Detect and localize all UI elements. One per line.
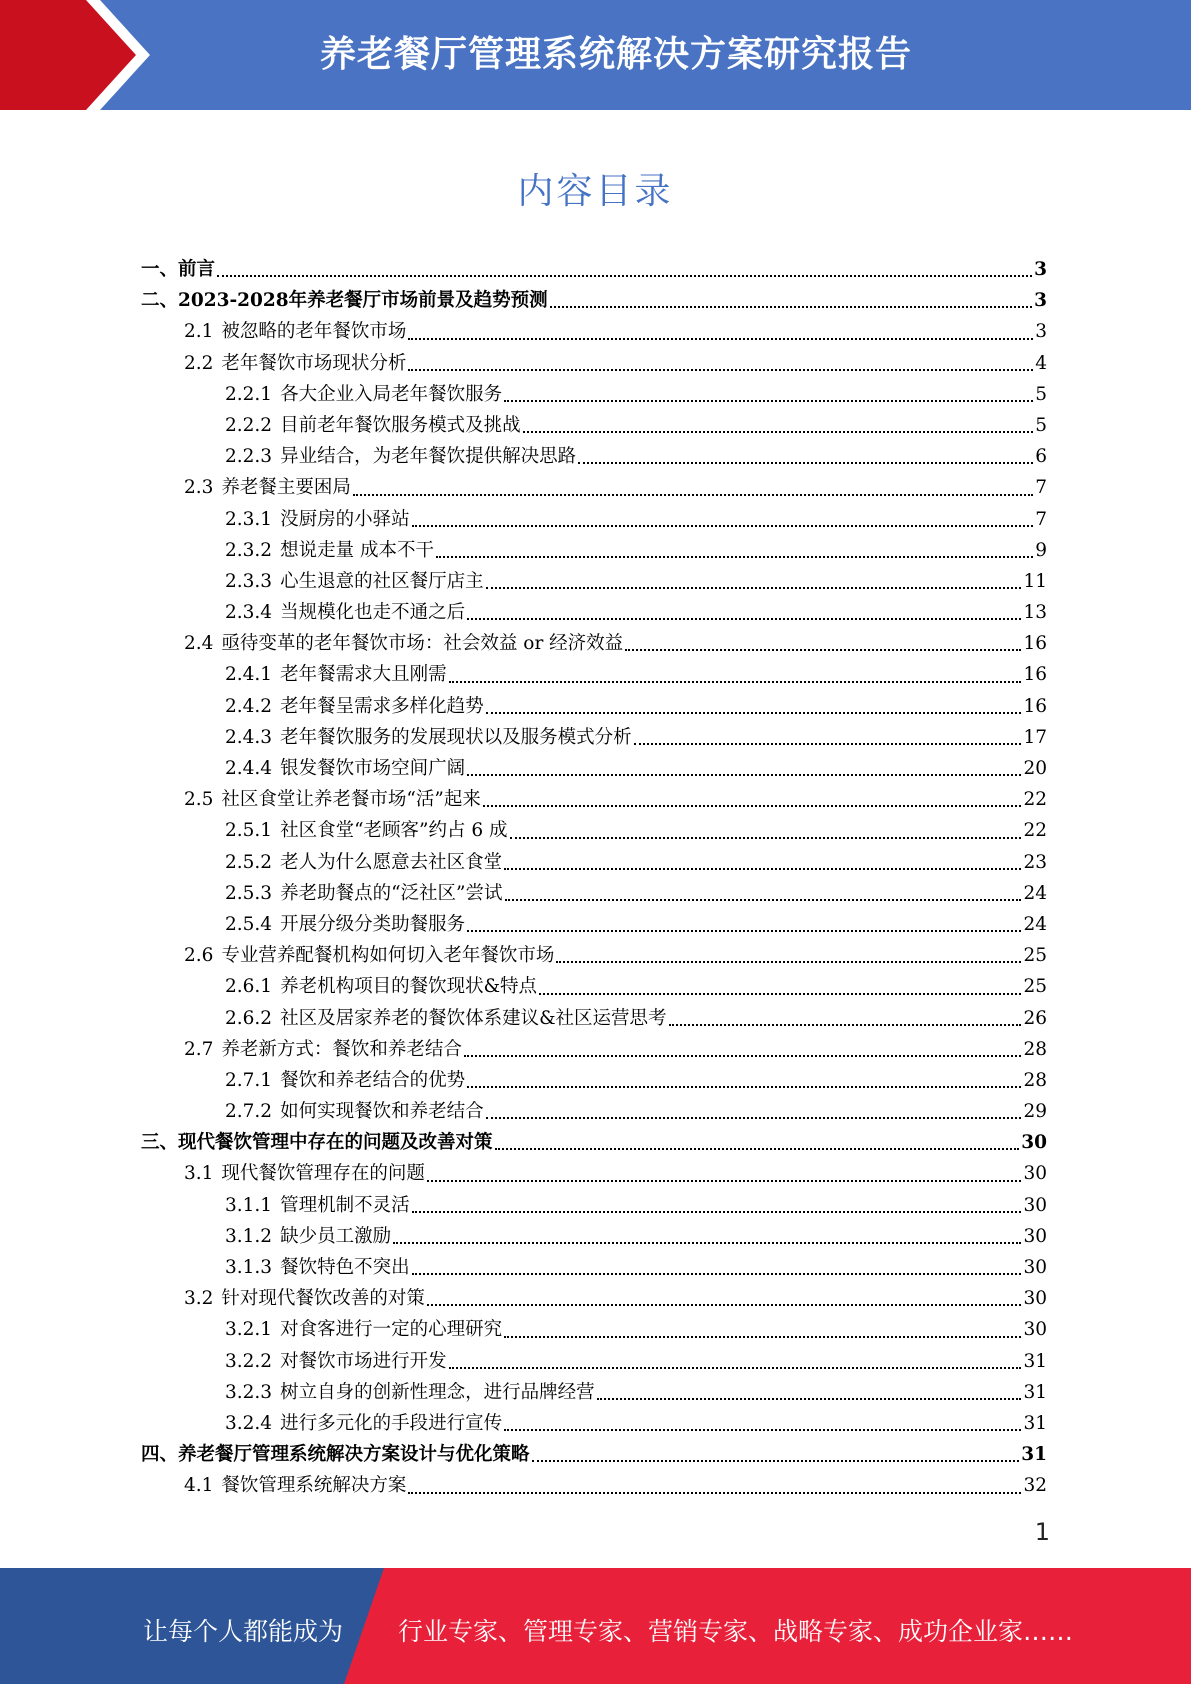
toc-entry-page: 31 <box>1023 1350 1047 1372</box>
toc-entry-number: 2.5.2 <box>225 851 273 873</box>
toc-entry-number: 二、 <box>141 290 179 312</box>
toc-leader-dots <box>353 494 1033 496</box>
toc-entry-title: 社区食堂让养老餐市场“活”起来 <box>221 789 481 811</box>
toc-entry-number: 3.1.3 <box>225 1257 273 1278</box>
toc-entry[interactable] <box>141 348 1047 379</box>
toc-leader-dots <box>550 306 1032 308</box>
toc-entry[interactable] <box>141 1377 1047 1408</box>
toc-entry-title: 缺少员工激励 <box>280 1225 392 1247</box>
toc-entry-page: 32 <box>1023 1475 1047 1497</box>
toc-leader-dots <box>427 1180 1022 1182</box>
toc-entry-title: 树立自身的创新性理念，进行品牌经营 <box>280 1381 595 1403</box>
toc-leader-dots <box>486 587 1022 589</box>
toc-entry-number: 2.6.1 <box>225 976 273 998</box>
toc-entry-page: 30 <box>1023 1225 1047 1247</box>
toc-entry[interactable] <box>141 1158 1047 1189</box>
toc-leader-dots <box>505 899 1022 901</box>
toc-entry-number: 3.1.2 <box>225 1225 273 1247</box>
toc-entry-number: 2.2.2 <box>225 414 273 436</box>
toc-entry-page: 30 <box>1023 1288 1047 1310</box>
toc-entry[interactable] <box>141 254 1047 285</box>
toc-entry-page: 30 <box>1023 1257 1047 1278</box>
toc-entry-title: 餐饮特色不突出 <box>280 1257 410 1278</box>
toc-leader-dots <box>495 1148 1020 1150</box>
toc-entry-number: 2.6 <box>184 945 214 967</box>
toc-entry[interactable] <box>141 535 1047 566</box>
toc-entry-page: 13 <box>1023 602 1047 624</box>
toc-leader-dots <box>483 805 1022 807</box>
toc-entry-number: 2.2.1 <box>225 383 273 405</box>
toc-entry[interactable] <box>141 878 1047 909</box>
toc-entry-page: 23 <box>1023 851 1047 873</box>
toc-entry-number: 2.7.1 <box>225 1069 273 1091</box>
toc-leader-dots <box>217 275 1032 277</box>
toc-entry[interactable] <box>141 472 1047 503</box>
toc-entry[interactable] <box>141 1439 1047 1470</box>
toc-entry-title: 亟待变革的老年餐饮市场：社会效益 or 经济效益 <box>221 633 624 655</box>
toc-entry[interactable] <box>141 1096 1047 1127</box>
toc-entry[interactable] <box>141 1408 1047 1439</box>
toc-entry-number: 2.4.2 <box>225 695 273 717</box>
toc-entry-number: 4.1 <box>184 1475 214 1497</box>
toc-entry-number: 2.4 <box>184 633 214 655</box>
header-banner <box>0 0 1191 110</box>
toc-entry-number: 2.5.3 <box>225 882 273 904</box>
toc-entry-title: 专业营养配餐机构如何切入老年餐饮市场 <box>221 945 555 967</box>
toc-entry-title: 对食客进行一定的心理研究 <box>280 1319 503 1341</box>
toc-leader-dots <box>504 1336 1021 1338</box>
toc-entry-number: 2.5.4 <box>225 913 273 935</box>
toc-entry-number: 2.7 <box>184 1038 214 1060</box>
toc-entry-number: 3.2.1 <box>225 1319 273 1341</box>
toc-entry-title: 管理机制不灵活 <box>280 1194 410 1216</box>
toc-entry-number: 3.2.4 <box>225 1412 273 1434</box>
toc-leader-dots <box>486 1117 1022 1119</box>
toc-entry-title: 没厨房的小驿站 <box>280 508 410 530</box>
toc-entry[interactable] <box>141 847 1047 878</box>
toc-entry-number: 2.5.1 <box>225 820 273 842</box>
toc-entry-page: 20 <box>1023 758 1047 779</box>
toc-entry-number: 2.1 <box>184 321 214 343</box>
toc-entry[interactable] <box>141 1190 1047 1221</box>
toc-entry-title: 各大企业入局老年餐饮服务 <box>280 383 503 405</box>
toc-entry[interactable] <box>141 1127 1047 1158</box>
toc-leader-dots <box>412 1211 1022 1213</box>
toc-entry-page: 30 <box>1023 1163 1047 1185</box>
toc-entry-page: 30 <box>1023 1319 1047 1341</box>
toc-entry[interactable] <box>141 285 1047 316</box>
toc-entry-page: 16 <box>1023 633 1047 655</box>
toc-entry-page: 25 <box>1023 976 1047 998</box>
page-number: 1 <box>1034 1518 1050 1546</box>
toc-entry-page: 17 <box>1023 726 1047 748</box>
toc-entry-title: 前言 <box>178 259 216 280</box>
toc-entry-title: 心生退意的社区餐厅店主 <box>280 570 484 592</box>
toc-leader-dots <box>467 774 1021 776</box>
toc-entry-number: 3.1 <box>184 1163 214 1185</box>
toc-entry-page: 6 <box>1035 446 1047 468</box>
toc-entry-title: 进行多元化的手段进行宣传 <box>280 1412 503 1434</box>
toc-entry[interactable] <box>141 909 1047 940</box>
toc-entry[interactable] <box>141 691 1047 722</box>
toc-leader-dots <box>634 743 1022 745</box>
toc-entry-number: 3.2 <box>184 1288 214 1310</box>
toc-heading: 内容目录 <box>517 171 674 212</box>
toc-entry-title: 社区食堂“老顾客”约占 6 成 <box>280 820 508 842</box>
toc-entry[interactable] <box>141 1314 1047 1345</box>
toc-entry-page: 31 <box>1023 1381 1047 1403</box>
toc-entry-number: 2.3.1 <box>225 508 273 530</box>
toc-entry-title: 餐饮和养老结合的优势 <box>280 1069 466 1091</box>
toc-leader-dots <box>467 930 1021 932</box>
toc-leader-dots <box>669 1024 1022 1026</box>
toc-leader-dots <box>393 1242 1021 1244</box>
toc-entry-number: 2.2.3 <box>225 446 273 468</box>
toc-entry-page: 22 <box>1023 820 1047 842</box>
toc-leader-dots <box>412 525 1034 527</box>
toc-entry-number: 2.3.3 <box>225 570 273 592</box>
toc-entry-title: 餐饮管理系统解决方案 <box>221 1475 407 1497</box>
toc-entry[interactable] <box>141 566 1047 597</box>
toc-entry-page: 5 <box>1035 383 1047 405</box>
toc-entry-title: 养老机构项目的餐饮现状&特点 <box>280 976 538 998</box>
toc-entry[interactable] <box>141 659 1047 690</box>
toc-entry-title: 养老餐厅管理系统解决方案设计与优化策略 <box>178 1444 530 1466</box>
toc-entry-number: 2.6.2 <box>225 1007 273 1029</box>
footer-banner <box>0 1568 1191 1684</box>
toc-entry[interactable] <box>141 1221 1047 1252</box>
toc-entry[interactable] <box>141 597 1047 628</box>
toc-entry-title: 如何实现餐饮和养老结合 <box>280 1101 484 1123</box>
toc-leader-dots <box>436 556 1033 558</box>
toc-entry[interactable] <box>141 1283 1047 1314</box>
footer-slogan-left: 让每个人都能成为 <box>143 1617 344 1646</box>
toc-entry-page: 16 <box>1023 695 1047 717</box>
toc-entry[interactable] <box>141 1034 1047 1065</box>
toc-entry-number: 四、 <box>141 1444 179 1466</box>
toc-entry-number: 2.3.2 <box>225 539 273 561</box>
toc-entry-page: 4 <box>1035 352 1047 374</box>
toc-entry-number: 2.2 <box>184 352 214 374</box>
toc-entry-number: 三、 <box>141 1132 179 1154</box>
toc-entry-page: 22 <box>1023 789 1047 811</box>
toc-leader-dots <box>449 1367 1022 1369</box>
toc-entry-page: 3 <box>1035 321 1047 343</box>
table-of-contents <box>141 254 1047 1502</box>
toc-entry-number: 2.4.3 <box>225 726 273 748</box>
toc-entry-number: 3.2.2 <box>225 1350 273 1372</box>
toc-entry-page: 16 <box>1023 664 1047 686</box>
toc-entry[interactable] <box>141 753 1047 784</box>
toc-entry-title: 对餐饮市场进行开发 <box>280 1350 447 1372</box>
toc-entry-page: 31 <box>1023 1412 1047 1434</box>
toc-entry-number: 2.3.4 <box>225 602 273 624</box>
toc-entry-title: 社区及居家养老的餐饮体系建议&社区运营思考 <box>280 1007 667 1029</box>
toc-leader-dots <box>504 868 1021 870</box>
toc-entry-title: 养老助餐点的“泛社区”尝试 <box>280 882 503 904</box>
toc-entry[interactable] <box>141 316 1047 347</box>
toc-entry-page: 29 <box>1023 1101 1047 1123</box>
toc-entry-title: 老年餐饮市场现状分析 <box>221 352 407 374</box>
toc-entry[interactable] <box>141 410 1047 441</box>
toc-entry-number: 2.3 <box>184 477 214 499</box>
toc-entry-page: 31 <box>1021 1444 1047 1466</box>
toc-entry-title: 被忽略的老年餐饮市场 <box>221 321 407 343</box>
toc-entry[interactable] <box>141 940 1047 971</box>
toc-leader-dots <box>523 431 1034 433</box>
toc-entry-page: 7 <box>1035 508 1047 530</box>
toc-entry-page: 30 <box>1023 1194 1047 1216</box>
toc-entry-page: 25 <box>1023 945 1047 967</box>
toc-leader-dots <box>467 1086 1021 1088</box>
toc-entry-page: 7 <box>1035 477 1047 499</box>
toc-leader-dots <box>625 649 1021 651</box>
toc-entry-page: 5 <box>1035 414 1047 436</box>
toc-entry-title: 老年餐呈需求多样化趋势 <box>280 695 484 717</box>
toc-leader-dots <box>464 1055 1022 1057</box>
toc-entry-title: 异业结合，为老年餐饮提供解决思路 <box>280 446 577 468</box>
toc-entry-title: 想说走量 成本不干 <box>280 539 434 561</box>
toc-entry-page: 9 <box>1035 539 1047 561</box>
toc-entry-number: 2.4.1 <box>225 664 273 686</box>
toc-leader-dots <box>427 1304 1022 1306</box>
toc-leader-dots <box>556 961 1021 963</box>
toc-leader-dots <box>412 1273 1022 1275</box>
toc-entry-number: 3.1.1 <box>225 1194 273 1216</box>
toc-entry[interactable] <box>141 1470 1047 1501</box>
toc-entry-page: 30 <box>1021 1132 1047 1154</box>
toc-leader-dots <box>532 1460 1020 1462</box>
toc-entry-page: 28 <box>1023 1069 1047 1091</box>
toc-entry-page: 24 <box>1023 913 1047 935</box>
toc-entry[interactable] <box>141 1346 1047 1377</box>
toc-entry-title: 养老餐主要困局 <box>221 477 351 499</box>
toc-entry-title: 老年餐需求大且刚需 <box>280 664 447 686</box>
toc-entry[interactable] <box>141 815 1047 846</box>
toc-leader-dots <box>578 462 1033 464</box>
toc-entry[interactable] <box>141 1003 1047 1034</box>
toc-entry[interactable] <box>141 722 1047 753</box>
toc-leader-dots <box>539 993 1021 995</box>
toc-entry-number: 3.2.3 <box>225 1381 273 1403</box>
toc-leader-dots <box>449 681 1022 683</box>
toc-leader-dots <box>504 400 1033 402</box>
toc-entry-title: 目前老年餐饮服务模式及挑战 <box>280 414 521 436</box>
toc-entry-title: 养老新方式：餐饮和养老结合 <box>221 1038 462 1060</box>
toc-entry-title: 现代餐饮管理存在的问题 <box>221 1163 425 1185</box>
toc-entry-number: 一、 <box>141 259 179 280</box>
toc-entry-title: 现代餐饮管理中存在的问题及改善对策 <box>178 1132 493 1154</box>
toc-leader-dots <box>408 369 1033 371</box>
toc-entry-title: 针对现代餐饮改善的对策 <box>221 1288 425 1310</box>
toc-leader-dots <box>510 837 1022 839</box>
toc-entry[interactable] <box>141 784 1047 815</box>
toc-entry-number: 2.7.2 <box>225 1101 273 1123</box>
toc-entry[interactable] <box>141 1065 1047 1096</box>
toc-entry-title: 老年餐饮服务的发展现状以及服务模式分析 <box>280 726 632 748</box>
report-title: 养老餐厅管理系统解决方案研究报告 <box>320 34 913 75</box>
toc-entry[interactable] <box>141 628 1047 659</box>
toc-entry-page: 28 <box>1023 1038 1047 1060</box>
toc-leader-dots <box>504 1429 1021 1431</box>
toc-entry[interactable] <box>141 1252 1047 1283</box>
toc-entry-title: 银发餐饮市场空间广阔 <box>280 758 466 779</box>
footer-slogan-right: 行业专家、管理专家、营销专家、战略专家、成功企业家…… <box>398 1617 1074 1646</box>
toc-entry-title: 老人为什么愿意去社区食堂 <box>280 851 503 873</box>
toc-entry-title: 开展分级分类助餐服务 <box>280 913 466 935</box>
toc-leader-dots <box>467 618 1021 620</box>
toc-leader-dots <box>597 1398 1022 1400</box>
toc-entry[interactable] <box>141 504 1047 535</box>
toc-entry-page: 26 <box>1023 1007 1047 1029</box>
toc-leader-dots <box>408 1492 1021 1494</box>
toc-leader-dots <box>408 338 1033 340</box>
toc-entry-page: 3 <box>1034 259 1047 280</box>
toc-leader-dots <box>486 712 1022 714</box>
toc-entry[interactable] <box>141 379 1047 410</box>
toc-entry-number: 2.4.4 <box>225 758 273 779</box>
toc-entry-title: 2023-2028年养老餐厅市场前景及趋势预测 <box>178 290 548 312</box>
toc-entry-page: 3 <box>1034 290 1047 312</box>
toc-entry-page: 11 <box>1023 570 1047 592</box>
toc-entry-page: 24 <box>1023 882 1047 904</box>
toc-entry[interactable] <box>141 971 1047 1002</box>
toc-entry[interactable] <box>141 441 1047 472</box>
toc-entry-title: 当规模化也走不通之后 <box>280 602 466 624</box>
toc-entry-number: 2.5 <box>184 789 214 811</box>
